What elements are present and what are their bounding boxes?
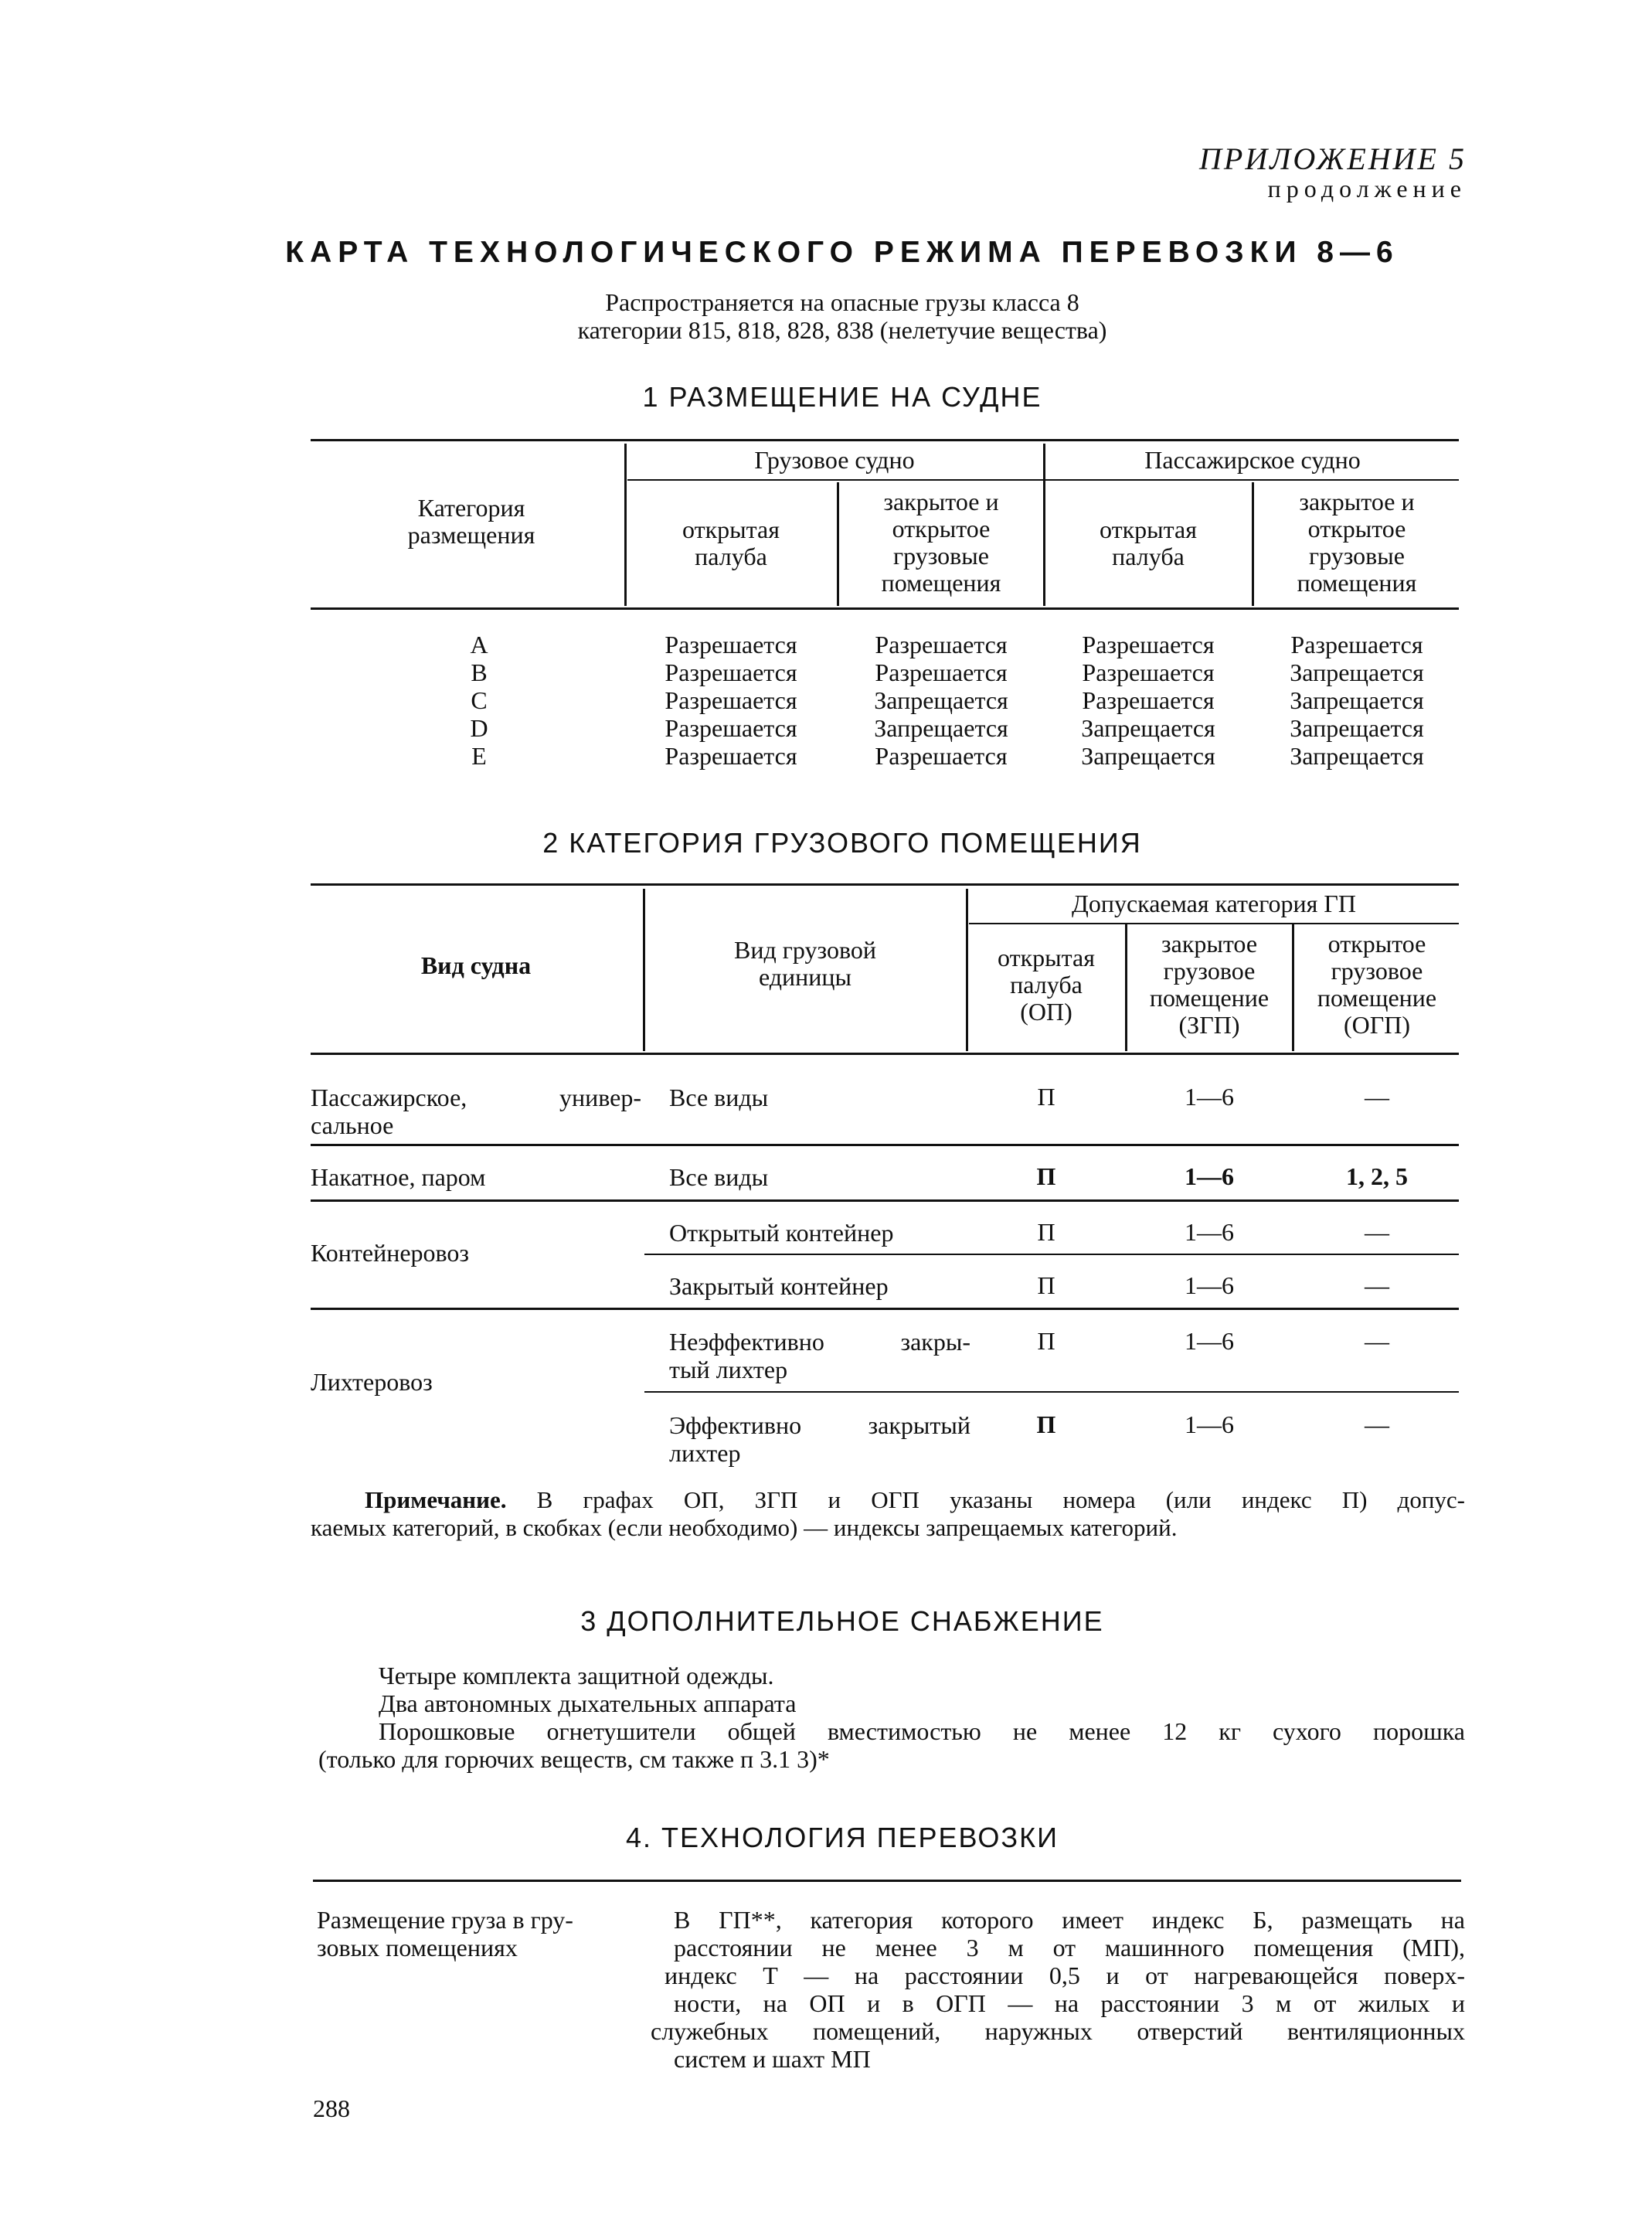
table-rule	[969, 923, 1459, 924]
page-title: КАРТА ТЕХНОЛОГИЧЕСКОГО РЕЖИМА ПЕРЕВОЗКИ 8—6	[285, 236, 1399, 269]
table-cell: Запрещается	[1290, 658, 1424, 686]
op-cell: П	[1036, 1410, 1056, 1438]
ogp-cell: —	[1365, 1271, 1389, 1299]
technology-label: Размещение груза в гру- зовых помещениях	[317, 1906, 573, 1962]
table-divider	[837, 482, 839, 606]
op-cell: П	[1037, 1083, 1055, 1111]
table-cell: Разрешается	[875, 631, 1008, 658]
category-cell: D	[470, 714, 488, 742]
supply-line: (только для горючих веществ, см также п 3.1 3)*	[318, 1745, 830, 1773]
table-cell: Запрещается	[1290, 714, 1424, 742]
unit-cell: Закрытый контейнер	[669, 1272, 889, 1300]
zgp-cell: 1—6	[1185, 1083, 1234, 1111]
zgp-cell: 1—6	[1185, 1218, 1234, 1246]
header-passenger-vessel: Пассажирское судно	[1144, 446, 1361, 474]
table-divider	[624, 444, 627, 606]
section-4-title: 4. ТЕХНОЛОГИЯ ПЕРЕВОЗКИ	[626, 1822, 1059, 1853]
table-rule	[311, 607, 1459, 610]
header-allowed-category: Допускаемая категория ГП	[1072, 890, 1356, 917]
header-ogp: открытое грузовое помещение (ОГП)	[1317, 930, 1437, 1039]
note-label: Примечание.	[365, 1486, 507, 1513]
table-rule	[311, 1308, 1459, 1310]
header-zgp: закрытое грузовое помещение (ЗГП)	[1149, 930, 1270, 1039]
table-cell: Разрешается	[1082, 631, 1215, 658]
ogp-cell: —	[1365, 1410, 1389, 1438]
category-cell: C	[471, 686, 488, 714]
table-rule	[311, 883, 1459, 886]
unit-cell: Эффективно закрытый лихтер	[669, 1411, 970, 1467]
supply-line: Порошковые огнетушители общей вместимостью не менее 12 кг сухого порошка	[379, 1717, 1465, 1745]
table-rule	[644, 1254, 1459, 1255]
category-cell: B	[471, 658, 488, 686]
op-cell: П	[1036, 1162, 1056, 1190]
header-closed-holds: закрытое и открытое грузовые помещения	[1297, 488, 1417, 597]
table-rule	[627, 479, 1459, 481]
table-divider	[966, 889, 968, 1051]
table-cell: Разрешается	[875, 742, 1008, 770]
category-cell: E	[471, 742, 487, 770]
vessel-cell: Лихтеровоз	[311, 1368, 433, 1396]
table-rule	[311, 1053, 1459, 1055]
ogp-cell: 1, 2, 5	[1346, 1162, 1408, 1190]
continuation-label: продолжение	[1267, 175, 1467, 202]
table-divider	[1043, 444, 1045, 606]
unit-cell: Все виды	[669, 1084, 769, 1111]
supply-line: Четыре комплекта защитной одежды.	[379, 1662, 774, 1689]
table-divider	[643, 889, 645, 1051]
header-op: открытая палуба (ОП)	[998, 944, 1095, 1026]
header-unit-type: Вид грузовой единицы	[734, 936, 876, 991]
table-cell: Разрешается	[1290, 631, 1423, 658]
vessel-cell: Пассажирское, универ- сальное	[311, 1084, 641, 1139]
table-cell: Запрещается	[1081, 714, 1215, 742]
table-rule	[311, 439, 1459, 441]
table-cell: Запрещается	[1081, 742, 1215, 770]
zgp-cell: 1—6	[1185, 1410, 1234, 1438]
op-cell: П	[1037, 1218, 1055, 1246]
unit-cell: Открытый контейнер	[669, 1219, 894, 1247]
appendix-label: ПРИЛОЖЕНИЕ 5	[1199, 141, 1467, 176]
table-cell: Разрешается	[665, 742, 797, 770]
table-divider	[1292, 924, 1294, 1051]
table-rule	[311, 1199, 1459, 1202]
header-cargo-vessel: Грузовое судно	[754, 446, 915, 474]
table-cell: Разрешается	[665, 714, 797, 742]
page-number: 288	[313, 2094, 350, 2122]
table-cell: Запрещается	[1290, 686, 1424, 714]
ogp-cell: —	[1365, 1327, 1389, 1355]
table-cell: Разрешается	[1082, 686, 1215, 714]
table-cell: Разрешается	[875, 658, 1008, 686]
technology-text: В ГП**, категория которого имеет индекс Б, размещать на расстоянии не менее 3 м от машинного помещения (МП), индекс Т — на расстоянии 0,5 и от нагревающейся поверх- ности, на ОП и в ОГП — на расстоянии 3 м от жилых и служебных помещений, наружных отверстий вентиляционных систем и шахт МП	[651, 1906, 1465, 2073]
section-3-title: 3 ДОПОЛНИТЕЛЬНОЕ СНАБЖЕНИЕ	[580, 1605, 1104, 1637]
section-1-title: 1 РАЗМЕЩЕНИЕ НА СУДНЕ	[642, 381, 1042, 413]
supply-line: Два автономных дыхательных аппарата	[379, 1689, 797, 1717]
subtitle-line-2: категории 815, 818, 828, 838 (нелетучие вещества)	[577, 316, 1107, 344]
header-category: Категория размещения	[407, 494, 535, 549]
zgp-cell: 1—6	[1185, 1271, 1234, 1299]
table-cell: Запрещается	[874, 686, 1008, 714]
header-open-deck: открытая палуба	[1100, 515, 1197, 570]
category-cell: A	[470, 631, 488, 658]
zgp-cell: 1—6	[1185, 1162, 1234, 1190]
table-cell: Разрешается	[665, 658, 797, 686]
table-rule	[311, 1144, 1459, 1146]
table-cell: Разрешается	[665, 686, 797, 714]
table-cell: Разрешается	[665, 631, 797, 658]
header-vessel-type: Вид судна	[420, 951, 532, 979]
header-closed-holds: закрытое и открытое грузовые помещения	[881, 488, 1001, 597]
ogp-cell: —	[1365, 1083, 1389, 1111]
vessel-cell: Контейнеровоз	[311, 1239, 470, 1267]
ogp-cell: —	[1365, 1218, 1389, 1246]
table-rule	[644, 1391, 1459, 1393]
table-note: Примечание. В графах ОП, ЗГП и ОГП указаны номера (или индекс П) допус- каемых категорий, в скобках (если необходимо) — индексы запрещаемых категорий.	[311, 1486, 1465, 1541]
op-cell: П	[1037, 1271, 1055, 1299]
op-cell: П	[1037, 1327, 1055, 1355]
unit-cell: Все виды	[669, 1163, 769, 1191]
table-cell: Запрещается	[874, 714, 1008, 742]
section-rule	[313, 1880, 1461, 1882]
table-cell: Разрешается	[1082, 658, 1215, 686]
subtitle-line-1: Распространяется на опасные грузы класса 8	[605, 288, 1079, 316]
table-divider	[1252, 482, 1254, 606]
zgp-cell: 1—6	[1185, 1327, 1234, 1355]
table-divider	[1125, 924, 1127, 1051]
vessel-cell: Накатное, паром	[311, 1163, 486, 1191]
table-cell: Запрещается	[1290, 742, 1424, 770]
section-2-title: 2 КАТЕГОРИЯ ГРУЗОВОГО ПОМЕЩЕНИЯ	[542, 827, 1142, 859]
header-open-deck: открытая палуба	[682, 515, 780, 570]
unit-cell: Неэффективно закры- тый лихтер	[669, 1328, 970, 1383]
